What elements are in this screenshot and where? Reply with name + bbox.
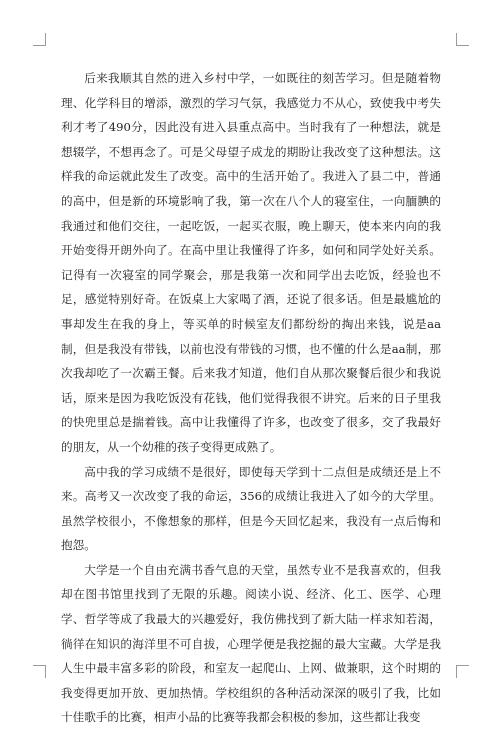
crop-mark-bottom-right — [456, 665, 469, 678]
paragraph-3: 大学是一个自由充满书香气息的天堂，虽然专业不是我喜欢的，但我却在图书馆里找到了无限的乐趣。阅读小说、经济、化工、医学、心理学、哲学等成了我最大的兴趣爱好，我仿佛找到了新大陆一样求知若渴，徜徉在知识的海洋里不可自拔，心理学便是我挖掘的最大宝藏。大学是我人生中最丰富多彩的阶段，和室友一起爬山、上网、做兼职，这个时期的我变得更加开放、更加热情。学校组织的各种活动深深的吸引了我，比如十佳歌手的比赛，相声小品的比赛等我都会积极的参加，这些都让我变 — [61, 562, 441, 725]
document-body — [61, 66, 441, 730]
paragraph-1: 后来我顺其自然的进入乡村中学，一如既往的刻苦学习。但是随着物理、化学科目的增添，激烈的学习气氛，我感觉力不从心，致使我中考失利才考了490分，因此没有进入县重点高中。当时我有了一种想法，就是想辍学，不想再念了。可是父母望子成龙的期盼让我改变了这种想法。这样我的命运就此发生了改变。高中的生活开始了。我进入了县二中，普通的高中，但是新的环境影响了我，第一次在八个人的寝室住，一向腼腆的我通过和他们交往，一起吃饭，一起买衣服，晚上聊天，使本来内向的我开始变得开朗外向了。在高中里让我懂得了许多，如何和同学处好关系。记得有一次寝室的同学聚会，那是我第一次和同学出去吃饭，经验也不足，感觉特别好奇。在饭桌上大家喝了酒，还说了很多话。但是最尴尬的事却发生在我的身上，等买单的时候室友们都纷纷的掏出来钱，说是aa制，但是我没有带钱，以前也没有带钱的习惯，也不懂的什么是aa制，那次我却吃了一次霸王餐。后来我才知道，他们自从那次聚餐后很少和我说话，原来是因为我吃饭没有花钱，他们觉得我很不讲究。后来的日子里我的快兜里总是揣着钱。高中让我懂得了许多，也改变了很多，交了我最好的朋友，从一个幼稚的孩子变得更成熟了。 — [61, 71, 441, 454]
crop-mark-bottom-left — [33, 665, 46, 678]
crop-mark-top-right — [456, 33, 469, 46]
paragraph-2: 高中我的学习成绩不是很好，即使每天学到十二点但是成绩还是上不来。高考又一次改变了我的命运，356的成绩让我进入了如今的大学里。虽然学校很小，不像想象的那样，但是今天回忆起来，我没有一点后悔和抱怨。 — [61, 464, 441, 553]
crop-mark-top-left — [33, 33, 46, 46]
